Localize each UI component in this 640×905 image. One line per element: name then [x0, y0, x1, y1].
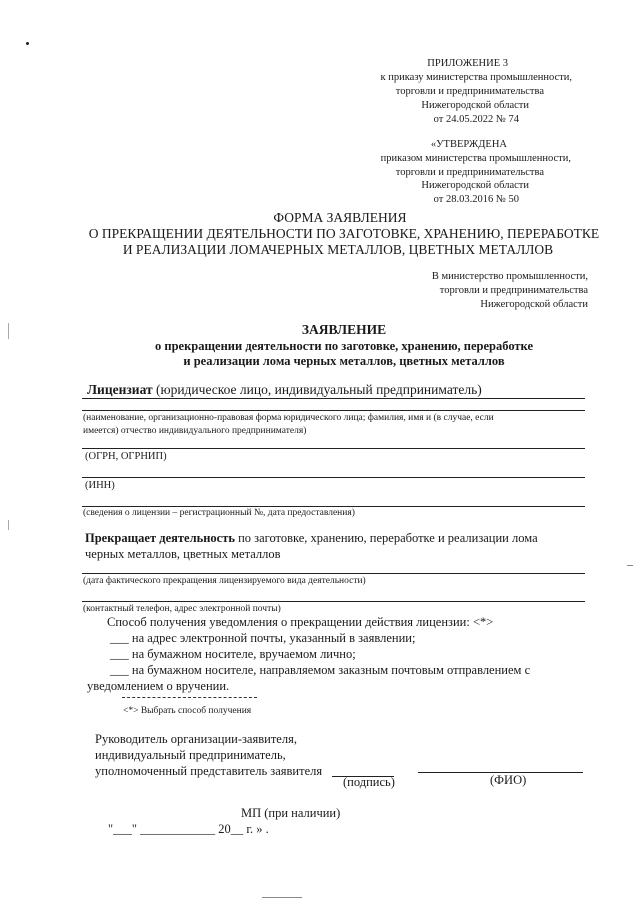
approved-line5: от 28.03.2016 № 50: [433, 194, 519, 205]
signature-line1: Руководитель организации-заявителя,: [95, 732, 297, 746]
form-title-line1: ФОРМА ЗАЯВЛЕНИЯ: [273, 210, 407, 225]
termination-date-hint: (дата фактического прекращения лицензируемого вида деятельности): [83, 576, 366, 586]
notification-option-mail-cont: уведомлением о вручении.: [87, 679, 230, 693]
statement-subtitle-1: о прекращении деятельности по заготовке, хранению, переработке: [155, 339, 533, 353]
approved-line2: приказом министерства промышленности,: [380, 153, 571, 164]
addressee-line2: торговли и предпринимательства: [439, 285, 588, 296]
addressee-line3: Нижегородской области: [480, 299, 588, 310]
approved-line3: торговли и предпринимательства: [395, 167, 544, 178]
license-info-line[interactable]: [82, 506, 585, 507]
contact-hint: (контактный телефон, адрес электронной почты): [83, 604, 281, 614]
option-email-text: на адрес электронной почты, указанный в заявлении;: [131, 631, 416, 645]
addressee-line1: В министерство промышленности,: [431, 271, 588, 282]
notification-option-mail[interactable]: [110, 663, 530, 678]
scan-dot: [26, 42, 29, 45]
option-email-blank[interactable]: ___: [110, 631, 129, 645]
inn-line[interactable]: [82, 477, 585, 478]
name-line[interactable]: [82, 410, 585, 411]
name-hint-line2: имеется) отчество индивидуального предпринимателя): [83, 426, 307, 436]
approved-line1: «УТВЕРЖДЕНА: [430, 139, 507, 150]
option-personal-text: на бумажном носителе, вручаемом лично;: [131, 647, 356, 661]
option-mail-text: на бумажном носителе, направляемом заказным почтовым отправлением с: [131, 663, 531, 677]
appendix-line1: ПРИЛОЖЕНИЕ 3: [427, 58, 508, 69]
signature-name-label: (ФИО): [490, 773, 527, 787]
signature-line2: индивидуальный предприниматель,: [95, 748, 286, 762]
date-line[interactable]: "___" ____________ 20__ г. » .: [108, 822, 269, 836]
license-info-label: (сведения о лицензии – регистрационный №, дата предоставления): [83, 508, 355, 518]
notification-option-personal[interactable]: [110, 647, 356, 662]
name-hint-line1: (наименование, организационно-правовая форма юридического лица; фамилия, имя и (в случае, если: [83, 413, 494, 423]
signature-line3: уполномоченный представитель заявителя: [95, 764, 323, 778]
ogrn-line[interactable]: [82, 448, 585, 449]
scan-edge-mark-2: [8, 520, 9, 530]
licensee-line[interactable]: [82, 398, 585, 399]
notification-intro: Способ получения уведомления о прекращении действия лицензии: <*>: [107, 615, 494, 629]
appendix-line4: Нижегородской области: [421, 100, 529, 111]
signature-sign-label: (подпись): [343, 775, 395, 789]
option-personal-blank[interactable]: ___: [110, 647, 129, 661]
scan-mark-right: [627, 565, 633, 566]
scan-mark-bottom: [262, 897, 302, 898]
scan-edge-mark-1: [8, 323, 9, 339]
statement-title: ЗАЯВЛЕНИЕ: [301, 322, 387, 337]
option-mail-blank[interactable]: ___: [110, 663, 129, 677]
stamp-label: МП (при наличии): [241, 806, 341, 820]
footnote: <*> Выбрать способ получения: [123, 706, 252, 716]
appendix-line3: торговли и предпринимательства: [395, 86, 544, 97]
termination-line1: Прекращает деятельность по заготовке, хранению, переработке и реализации лома: [85, 531, 538, 545]
form-title-line3: И РЕАЛИЗАЦИИ ЛОМАЧЕРНЫХ МЕТАЛЛОВ, ЦВЕТНЫХ МЕТАЛЛОВ: [122, 242, 554, 257]
licensee-label: Лицензиат (юридическое лицо, индивидуальный предприниматель): [87, 382, 482, 397]
contact-line[interactable]: [82, 601, 585, 602]
appendix-line5: от 24.05.2022 № 74: [433, 114, 519, 125]
footnote-divider: [122, 697, 257, 698]
termination-line2: черных металлов, цветных металлов: [85, 547, 281, 561]
approved-line4: Нижегородской области: [421, 180, 529, 191]
appendix-line2: к приказу министерства промышленности,: [380, 72, 572, 83]
notification-option-email[interactable]: [110, 631, 415, 646]
termination-date-line[interactable]: [82, 573, 585, 574]
form-title-line2: О ПРЕКРАЩЕНИИ ДЕЯТЕЛЬНОСТИ ПО ЗАГОТОВКЕ, ХРАНЕНИЮ, ПЕРЕРАБОТКЕ: [88, 226, 600, 241]
statement-subtitle-2: и реализации лома черных металлов, цветных металлов: [183, 354, 505, 368]
ogrn-label: (ОГРН, ОГРНИП): [85, 451, 167, 462]
inn-label: (ИНН): [85, 480, 115, 491]
